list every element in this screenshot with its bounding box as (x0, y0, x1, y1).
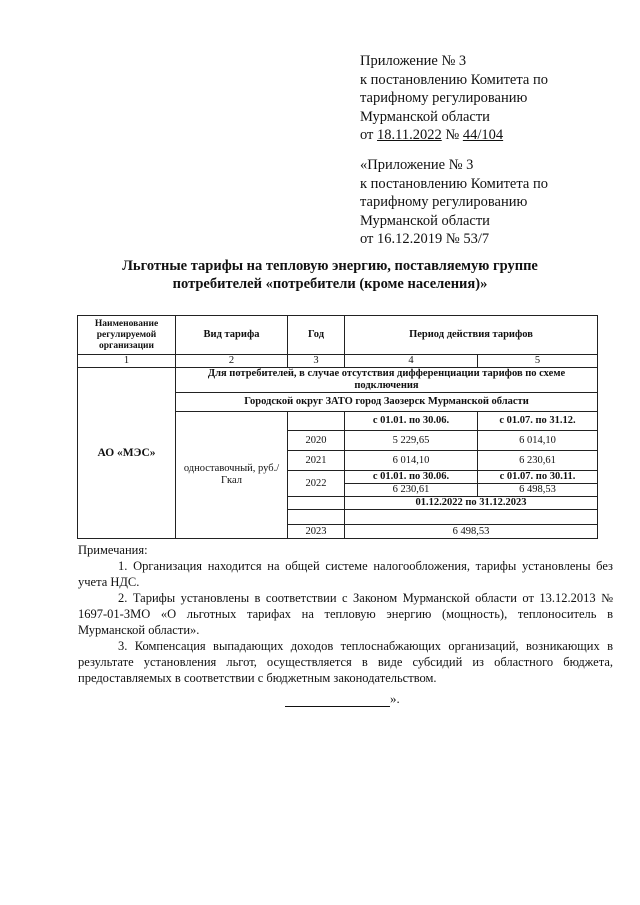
empty-year-cell (288, 412, 345, 431)
header-period: Период действия тарифов (345, 316, 598, 355)
tariff-table (77, 315, 598, 539)
period-h3: с 01.01. по 30.06. (345, 471, 478, 484)
header-org: Наименование регулируемой организации (78, 316, 176, 355)
title-line1: Льготные тарифы на тепловую энергию, поставляемую группе (122, 258, 538, 274)
value-2022-h2: 6 498,53 (478, 484, 598, 497)
note-1: 1. Организация находится на общей системе налогообложения, тарифы установлены без учета НДС. (78, 559, 613, 589)
date-prefix: от (360, 127, 378, 143)
appendix-current-line2: к постановлению Комитета по (360, 71, 548, 88)
tariff-type-cell: одноставочный, руб./Гкал (176, 412, 288, 539)
header-tariff-type: Вид тарифа (176, 316, 288, 355)
value-2022-h1: 6 230,61 (345, 484, 478, 497)
document-title (80, 257, 580, 293)
closing-line (285, 691, 400, 707)
year-2022: 2022 (288, 471, 345, 497)
appendix-original-line2: к постановлению Комитета по (360, 175, 548, 192)
title-line2: потребителей «потребители (кроме населения)» (172, 276, 488, 292)
number-prefix: № (441, 127, 463, 143)
appendix-original-line3: тарифному регулированию (360, 194, 528, 210)
consumer-group-row: Для потребителей, в случае отсутствия дифференциации тарифов по схеме подключения (176, 368, 598, 393)
signature-underline (285, 693, 390, 707)
col-number-1: 1 (78, 355, 176, 368)
appendix-current-line3: тарифному регулированию (360, 90, 528, 106)
value-2020-h2: 6 014,10 (478, 431, 598, 451)
header-year: Год (288, 316, 345, 355)
appendix-original (360, 156, 548, 249)
notes-heading: Примечания: (78, 543, 148, 557)
appendix-current-line4: Мурманской области (360, 108, 490, 125)
value-2021-h2: 6 230,61 (478, 451, 598, 471)
appendix-current (360, 52, 548, 145)
col-number-3: 3 (288, 355, 345, 368)
note-3: 3. Компенсация выпадающих доходов теплоснабжающих организаций, возникающих в результате установления льгот, осуществляется в виде субсидий из областного бюджета, предоставляемых в соответствии с бюджетным законодательством. (78, 639, 613, 685)
appendix-current-line1: Приложение № 3 (360, 53, 467, 69)
period-h2: с 01.07. по 31.12. (478, 412, 598, 431)
resolution-date: 18.11.2022 (377, 127, 442, 143)
col-number-4: 4 (345, 355, 478, 368)
period-h4: с 01.07. по 30.11. (478, 471, 598, 484)
notes-section (78, 542, 613, 686)
year-2020: 2020 (288, 431, 345, 451)
org-name-cell: АО «МЭС» (78, 368, 176, 539)
value-2023: 6 498,53 (345, 525, 598, 539)
col-number-2: 2 (176, 355, 288, 368)
closing-quote: ». (390, 691, 400, 706)
resolution-number: 44/104 (462, 127, 504, 143)
appendix-original-line5: от 16.12.2019 № 53/7 (360, 231, 490, 247)
empty-year-cell-3 (288, 510, 345, 525)
appendix-current-date-line (360, 126, 548, 145)
value-2021-h1: 6 014,10 (345, 451, 478, 471)
appendix-original-line1: «Приложение № 3 (360, 157, 474, 173)
year-2021: 2021 (288, 451, 345, 471)
year-2023: 2023 (288, 525, 345, 539)
col-number-5: 5 (478, 355, 598, 368)
empty-year-cell-2 (288, 497, 345, 510)
period-h5: 01.12.2022 по 31.12.2023 (345, 497, 598, 510)
note-2: 2. Тарифы установлены в соответствии с Законом Мурманской области от 13.12.2013 № 1697-01-ЗМО «О льготных тарифах на тепловую энергию (мощность), теплоноситель в Мурманской области». (78, 591, 613, 637)
appendix-original-line4: Мурманской области (360, 212, 490, 229)
district-row: Городской округ ЗАТО город Заозерск Мурманской области (176, 393, 598, 412)
period-h1: с 01.01. по 30.06. (345, 412, 478, 431)
value-2020-h1: 5 229,65 (345, 431, 478, 451)
spacer-row (345, 510, 598, 525)
